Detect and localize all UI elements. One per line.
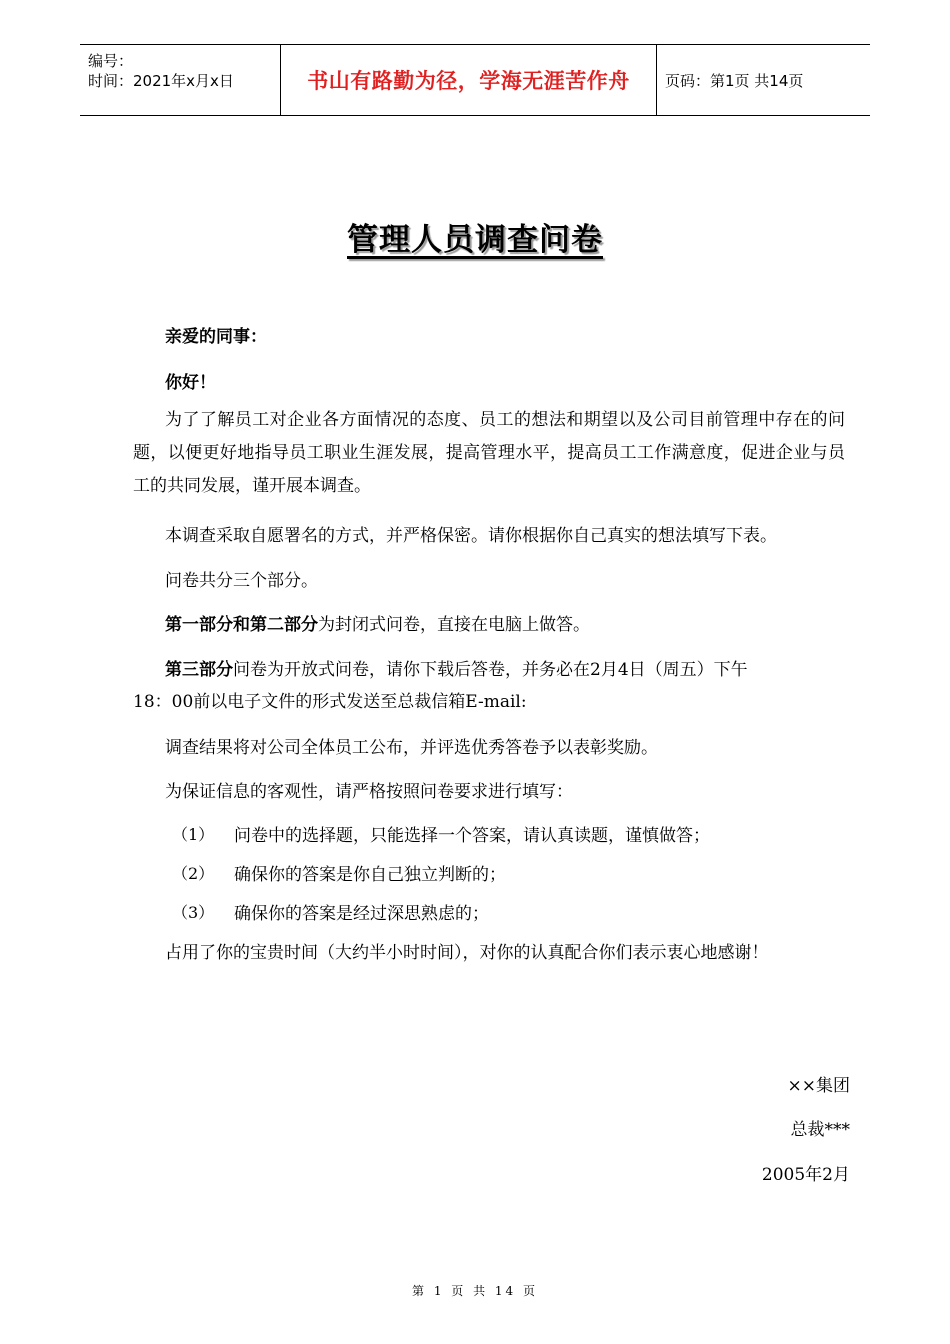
part12-bold: 第一部分和第二部分 (165, 615, 318, 635)
header-meta (80, 45, 281, 115)
signature-date: 2005年2月 (761, 1165, 850, 1185)
header-motto: 书山有路勤为径，学海无涯苦作舟 (281, 45, 657, 115)
document-number-label: 编号： (88, 52, 134, 70)
greeting: 你好！ (165, 373, 216, 393)
requirement-note: 为保证信息的客观性，请严格按照问卷要求进行填写： (165, 782, 573, 802)
document-title-wrap (0, 214, 950, 259)
part3-bold: 第三部分 (165, 660, 233, 680)
part3-note-line2: 18：00前以电子文件的形式发送至总裁信箱E-mail: (133, 692, 527, 712)
intro-paragraph: 为了了解员工对企业各方面情况的态度、员工的想法和期望以及公司目前管理中存在的问题，以便更好地指导员工职业生涯发展，提高管理水平，提高员工工作满意度，促进企业与员工的共同发展，谨开展本调查。 (133, 410, 845, 496)
document-time-label: 时间：2021年x月x日 (88, 72, 234, 90)
part12-note (165, 610, 590, 635)
thanks-note: 占用了你的宝贵时间（大约半小时时间），对你的认真配合你们表示衷心地感谢！ (165, 943, 769, 963)
signature-president: 总裁*** (790, 1120, 850, 1140)
list-item-text: 问卷中的选择题，只能选择一个答案，请认真读题，谨慎做答； (234, 826, 710, 846)
list-item-text: 确保你的答案是经过深思熟虑的； (234, 904, 489, 924)
signature-company: ××集团 (787, 1076, 850, 1096)
list-item-text: 确保你的答案是你自己独立判断的； (234, 865, 506, 885)
part3-note-line1 (165, 655, 748, 680)
list-item-number: （3） (172, 903, 215, 922)
part12-rest: 为封闭式问卷，直接在电脑上做答。 (318, 615, 590, 635)
list-item-number: （2） (172, 864, 215, 883)
anonymous-note: 本调查采取自愿署名的方式，并严格保密。请你根据你自己真实的想法填写下表。 (165, 526, 777, 546)
page-footer: 第 1 页 共 14 页 (412, 1284, 538, 1298)
part3-rest: 问卷为开放式问卷，请你下载后答卷，并务必在2月4日（周五）下午 (233, 660, 748, 680)
result-note: 调查结果将对公司全体员工公布，并评选优秀答卷予以表彰奖励。 (165, 738, 658, 758)
parts-note: 问卷共分三个部分。 (165, 571, 318, 591)
page-header (80, 44, 870, 116)
document-title: 管理人员调查问卷 (347, 222, 603, 258)
header-page-info: 页码：第1页 共14页 (665, 71, 804, 90)
salutation: 亲爱的同事： (165, 327, 267, 347)
list-item-number: （1） (172, 825, 215, 844)
